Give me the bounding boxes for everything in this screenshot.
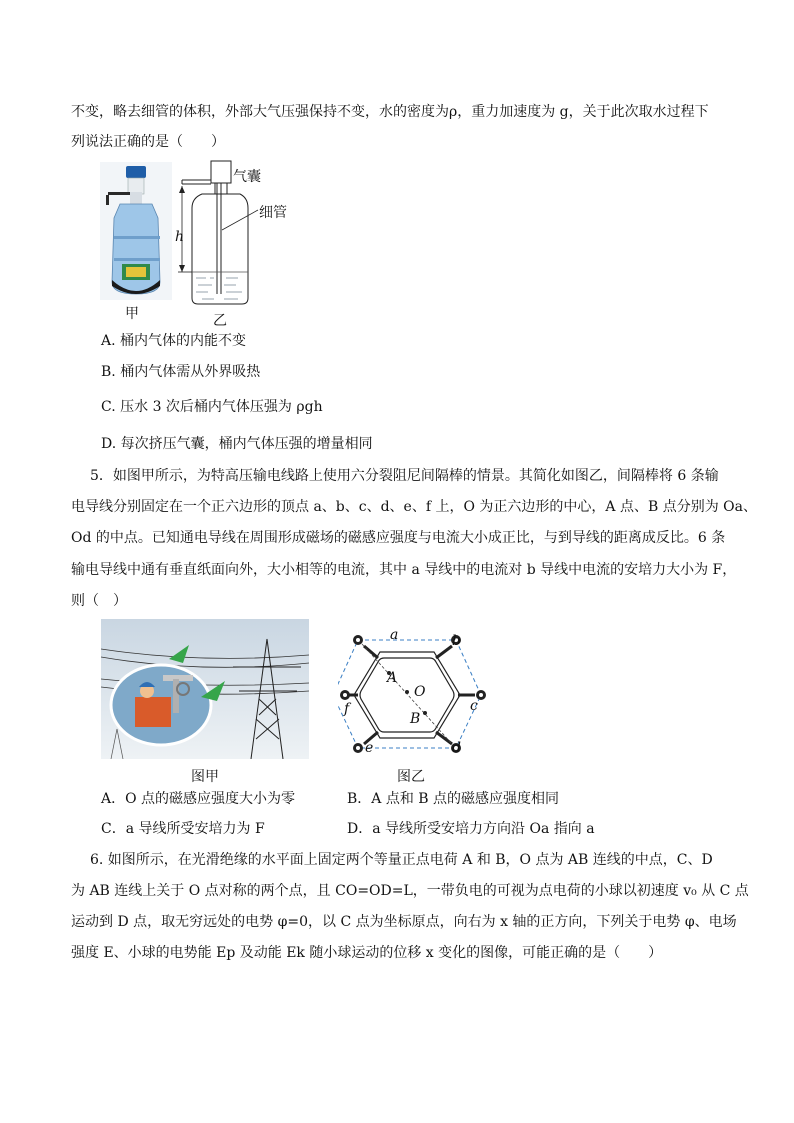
hexagon-diagram (338, 628, 488, 756)
fig-jia-caption: 图甲 (191, 769, 219, 785)
height-label: h (175, 229, 185, 245)
fig-yi-label: 乙 (213, 313, 227, 329)
point-f-label: f (344, 701, 350, 717)
q6-line-1: 6. 如图所示，在光滑绝缘的水平面上固定两个等量正点电荷 A 和 B，O 点为 AB 连线的中点，C、D (90, 852, 713, 868)
q5-line-1: 5．如图甲所示，为特高压输电线路上使用六分裂阻尼间隔棒的情景。其简化如图乙，间隔棒将 6 条输 (90, 468, 719, 484)
point-d-label: d (452, 740, 461, 756)
q4-option-b[interactable]: B. 桶内气体需从外界吸热 (101, 364, 261, 380)
q5-option-b[interactable]: B．A 点和 B 点的磁感应强度相同 (347, 791, 560, 807)
point-A-label: A (387, 670, 398, 686)
q5-option-d[interactable]: D．a 导线所受安培力方向沿 Oa 指向 a (347, 821, 595, 837)
q6-line-3: 运动到 D 点，取无穷远处的电势 φ=0，以 C 点为坐标原点，向右为 x 轴的正方向，下列关于电势 φ、电场 (71, 914, 737, 930)
tube-label: 细管 (259, 205, 287, 221)
q4-option-c[interactable]: C. 压水 3 次后桶内气体压强为 ρgh (101, 399, 323, 415)
point-c-label: c (470, 698, 478, 714)
point-a-label: a (390, 627, 399, 643)
point-B-label: B (410, 711, 421, 727)
q5-line-4: 输电导线中通有垂直纸面向外，大小相等的电流，其中 a 导线中的电流对 b 导线中电流的安培力大小为 F， (71, 562, 737, 578)
point-O-label: O (414, 684, 426, 700)
water-bottle-photo (100, 162, 172, 300)
airbag-label: 气囊 (233, 169, 261, 185)
power-line-photo (101, 619, 309, 759)
q5-line-3: Od 的中点。已知通电导线在周围形成磁场的磁感应强度与电流大小成正比，与到导线的距离成反比。6 条 (71, 530, 726, 546)
q6-line-2: 为 AB 连线上关于 O 点对称的两个点，且 CO=OD=L，一带负电的可视为点电荷的小球以初速度 v₀ 从 C 点 (71, 883, 749, 899)
q4-option-a[interactable]: A. 桶内气体的内能不变 (101, 333, 247, 349)
q4-option-d[interactable]: D. 每次挤压气囊，桶内气体压强的增量相同 (101, 436, 373, 452)
q5-line-2: 电导线分别固定在一个正六边形的顶点 a、b、c、d、e、f 上，O 为正六边形的中心，A 点、B 点分别为 Oa、 (71, 499, 757, 515)
point-e-label: e (365, 740, 374, 756)
fig-jia-label: 甲 (125, 306, 139, 322)
q5-option-c[interactable]: C．a 导线所受安培力为 F (101, 821, 265, 837)
q4-line-2: 列说法正确的是（ ） (71, 134, 225, 150)
point-b-label: b (452, 633, 461, 649)
q4-line-1: 不变，略去细管的体积，外部大气压强保持不变，水的密度为ρ，重力加速度为 g，关于此次取水过程下 (71, 104, 709, 120)
q5-line-5: 则（ ） (71, 593, 127, 609)
q6-line-4: 强度 E、小球的电势能 Ep 及动能 Ek 随小球运动的位移 x 变化的图像，可能正确的是（ ） (71, 945, 663, 961)
q5-option-a[interactable]: A．O 点的磁感应强度大小为零 (101, 791, 296, 807)
fig-yi-caption: 图乙 (397, 769, 425, 785)
